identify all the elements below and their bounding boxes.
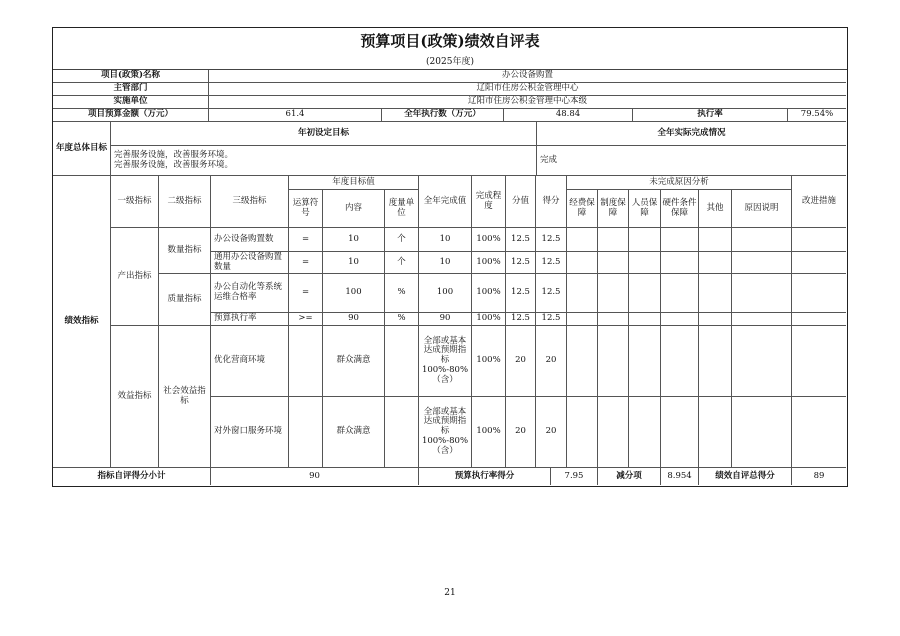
row-sym: = [289,274,323,313]
row-got: 20 [536,326,567,397]
row-degree: 100% [472,397,506,468]
empty-cell [661,228,699,252]
total-value: 89 [813,470,825,481]
empty-cell [629,228,661,252]
actual-text: 完成 [537,146,846,176]
r2-header: 制度保障 [598,190,629,228]
empty-cell [567,326,598,397]
budget-score-label: 预算执行率得分 [419,468,551,485]
group-qty: 数量指标 [159,228,211,274]
exec-label: 全年执行数（万元） [382,109,504,122]
reason-header: 未完成原因分析 [567,176,792,190]
row-degree: 100% [472,252,506,274]
deduct-value: 8.954 [661,468,699,485]
row-degree: 100% [472,274,506,313]
row-done: 全部或基本达成预期指标100%-80%（含） [419,397,472,468]
rate-value: 79.54% [788,109,846,122]
row-sym: = [289,228,323,252]
empty-cell [732,326,792,397]
empty-cell [629,252,661,274]
unit-label: 实施单位 [53,96,209,109]
r6-header: 原因说明 [732,190,792,228]
group-effect: 效益指标 [111,326,159,468]
empty-cell [732,228,792,252]
row-got: 12.5 [536,274,567,313]
row-done: 90 [419,313,472,326]
empty-cell [629,274,661,313]
row-content: 10 [323,228,385,252]
budget-score-value: 7.95 [551,468,598,485]
empty-cell [567,252,598,274]
empty-cell [792,313,846,326]
row-score: 20 [506,326,536,397]
initial-goal-label: 年初设定目标 [111,122,537,146]
unit-header: 度量单位 [385,190,419,228]
row-unit: % [385,274,419,313]
empty-cell [792,397,846,468]
row-score: 12.5 [506,313,536,326]
empty-cell [792,228,846,252]
empty-cell [699,252,732,274]
row-unit [385,326,419,397]
deduct-label: 减分项 [598,468,661,485]
empty-cell [661,326,699,397]
empty-cell [732,397,792,468]
row-degree: 100% [472,228,506,252]
empty-cell [629,397,661,468]
empty-cell [699,313,732,326]
exec-value: 48.84 [504,109,633,122]
dept-label: 主管部门 [53,83,209,96]
dept-value: 辽阳市住房公积金管理中心 [209,83,846,96]
goals-label: 年度总体目标 [53,122,111,176]
row-degree: 100% [472,326,506,397]
group-social: 社会效益指标 [159,326,211,468]
row-sym [289,326,323,397]
empty-cell [792,326,846,397]
row-content: 100 [323,274,385,313]
row-unit: 个 [385,228,419,252]
empty-cell [567,397,598,468]
row-score: 12.5 [506,274,536,313]
empty-cell [732,252,792,274]
project-name-label: 项目(政策)名称 [53,70,209,83]
row-unit [385,397,419,468]
row-l3: 预算执行率 [211,313,289,326]
actual-label: 全年实际完成情况 [537,122,846,146]
l3-header: 三级指标 [211,176,289,228]
total-label: 绩效自评总得分 [699,468,792,485]
row-l3: 优化营商环境 [211,326,289,397]
r1-header: 经费保障 [567,190,598,228]
row-degree: 100% [472,313,506,326]
rate-label: 执行率 [633,109,788,122]
row-content: 群众满意 [323,397,385,468]
l1-header: 一级指标 [111,176,159,228]
score-header: 分值 [506,176,536,228]
row-l3: 办公设备购置数 [211,228,289,252]
r4-header: 硬件条件保障 [661,190,699,228]
initial-goal-line2: 完善服务设施，改善服务环境。 [114,159,234,170]
empty-cell [598,326,629,397]
row-content: 90 [323,313,385,326]
group-qual: 质量指标 [159,274,211,326]
initial-goal-text [111,146,537,176]
empty-cell [598,397,629,468]
row-content: 群众满意 [323,326,385,397]
subtotal-label: 指标自评得分小计 [53,468,211,485]
row-score: 20 [506,397,536,468]
row-unit: % [385,313,419,326]
row-unit: 个 [385,252,419,274]
row-l3: 办公自动化等系统运维合格率 [211,274,289,313]
row-done: 全部或基本达成预期指标100%-80%（含） [419,326,472,397]
perf-label: 绩效指标 [53,176,111,468]
subtotal-value: 90 [211,468,419,485]
empty-cell [598,228,629,252]
row-got: 20 [536,397,567,468]
row-score: 12.5 [506,252,536,274]
row-sym: = [289,252,323,274]
target-header: 年度目标值 [289,176,419,190]
got-header: 得分 [536,176,567,228]
empty-cell [732,274,792,313]
row-got: 12.5 [536,313,567,326]
empty-cell [792,274,846,313]
row-l3: 对外窗口服务环境 [211,397,289,468]
row-score: 12.5 [506,228,536,252]
empty-cell [567,228,598,252]
empty-cell [661,252,699,274]
empty-cell [567,274,598,313]
empty-cell [567,313,598,326]
empty-cell [598,313,629,326]
row-l3: 通用办公设备购置数量 [211,252,289,274]
empty-cell [661,313,699,326]
empty-cell [661,397,699,468]
row-content: 10 [323,252,385,274]
sheet-year: (2025年度) [53,54,847,70]
sheet-title: 预算项目(政策)绩效自评表 [360,32,540,50]
r3-header: 人员保障 [629,190,661,228]
content-header: 内容 [323,190,385,228]
evaluation-sheet [52,27,848,487]
row-done: 10 [419,252,472,274]
project-name: 办公设备购置 [209,70,846,83]
page-number: 21 [444,588,456,598]
empty-cell [661,274,699,313]
unit-value: 辽阳市住房公积金管理中心本级 [209,96,846,109]
empty-cell [699,274,732,313]
budget-label: 项目预算金额（万元） [53,109,209,122]
r5-header: 其他 [699,190,732,228]
group-output: 产出指标 [111,228,159,326]
l2-header: 二级指标 [159,176,211,228]
row-sym: >= [289,313,323,326]
empty-cell [629,313,661,326]
improve-header: 改进措施 [792,176,846,228]
empty-cell [699,397,732,468]
empty-cell [629,326,661,397]
budget-value: 61.4 [209,109,382,122]
row-done: 100 [419,274,472,313]
row-sym [289,397,323,468]
empty-cell [699,228,732,252]
done-header: 全年完成值 [419,176,472,228]
empty-cell [699,326,732,397]
empty-cell [792,252,846,274]
empty-cell [598,252,629,274]
row-done: 10 [419,228,472,252]
initial-goal-line1: 完善服务设施，改善服务环境。 [114,149,234,160]
sym-header: 运算符号 [289,190,323,228]
row-got: 12.5 [536,252,567,274]
empty-cell [732,313,792,326]
row-got: 12.5 [536,228,567,252]
empty-cell [598,274,629,313]
degree-header: 完成程度 [472,176,506,228]
